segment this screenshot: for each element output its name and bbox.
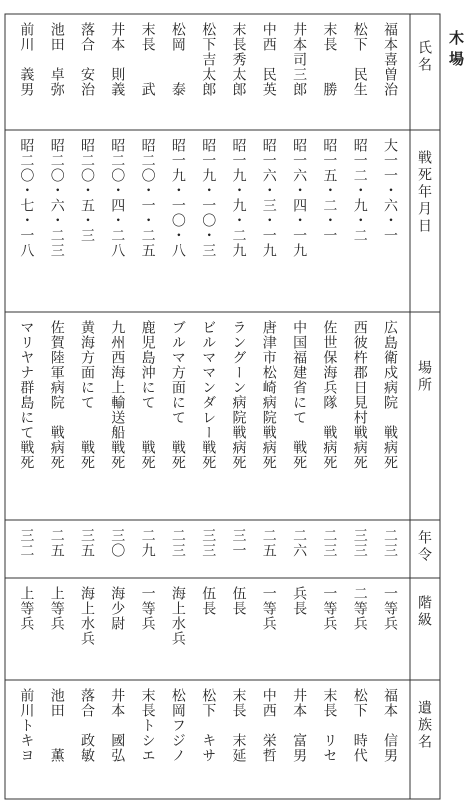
record-family: 末長 末延 [230,688,247,763]
record-name: 松下吉太郎 [200,22,217,97]
record-date: 昭一九・一〇・三 [200,138,217,258]
record-age: 三三 [351,528,368,558]
record-age: 二三 [382,528,398,558]
record-family: 落合 政敏 [79,688,95,763]
record-place: 広島衛戍病院 戦病死 [382,320,398,470]
record-rank: 上等兵 [18,586,35,631]
record-rank: 海上水兵 [79,586,95,646]
header-family: 遺族名 [416,700,432,751]
record-name: 池田 卓弥 [48,22,65,97]
record-name: 福本喜曽治 [382,22,398,97]
record-age: 三三 [200,528,217,558]
record-family: 前川トキヨ [18,688,35,763]
record-age: 二九 [139,528,156,558]
header-age: 年令 [416,530,432,564]
record-date: 昭一九・一〇・八 [169,138,186,258]
record-place: 西彼杵郡日見村戦病死 [351,320,368,470]
header-rank: 階級 [416,595,432,629]
place-title: 木場 [447,30,465,72]
header-place: 場所 [416,360,432,394]
record-place: ラングーン病院戦病死 [230,320,247,470]
record-age: 三〇 [109,528,126,558]
record-date: 昭二〇・一・二五 [139,138,156,258]
record-rank: 上等兵 [48,586,65,631]
record-rank: 海少尉 [109,586,126,631]
record-family: 中西 栄哲 [260,688,277,763]
record-rank: 兵長 [291,586,308,616]
record-family: 松下 キサ [200,688,217,763]
record-name: 井本司三郎 [291,22,308,97]
record-family: 末長トシエ [139,688,156,763]
record-family: 福本 信男 [382,688,398,763]
record-place: 九州西海上輸送船戦死 [109,320,126,470]
record-date: 昭一二・九・二 [351,138,368,243]
record-date: 大一一・六・一 [382,138,398,243]
record-place: 鹿児島沖にて 戦死 [139,320,156,470]
record-date: 昭二〇・五・三 [79,138,95,243]
record-name: 末長秀太郎 [230,22,247,97]
record-age: 三五 [79,528,95,558]
record-date: 昭一六・四・一九 [291,138,308,258]
record-family: 井本 國弘 [109,688,126,763]
record-name: 松岡 泰 [169,22,186,97]
record-name: 中西 民英 [260,22,277,97]
record-place: 黄海方面にて 戦死 [79,320,95,470]
record-rank: 一等兵 [260,586,277,631]
header-name: 氏名 [416,40,432,74]
record-place: マリヤナ群島にて戦死 [18,320,35,470]
record-place: ブルマ方面にて 戦死 [169,320,186,470]
record-rank: 一等兵 [139,586,156,631]
record-rank: 二等兵 [351,586,368,631]
record-date: 昭一六・三・一九 [260,138,277,258]
record-name: 前川 義男 [18,22,35,97]
record-age: 二三 [169,528,186,558]
record-date: 昭二〇・四・二八 [109,138,126,258]
record-place: ビルママンダレー戦死 [200,320,217,470]
record-age: 二五 [48,528,65,558]
record-name: 井本 則義 [109,22,126,97]
record-rank: 伍長 [230,586,247,616]
record-family: 井本 富男 [291,688,308,763]
record-name: 落合 安治 [79,22,95,97]
record-age: 二五 [260,528,277,558]
record-date: 昭二〇・七・一八 [18,138,35,258]
record-rank: 一等兵 [382,586,398,631]
record-name: 末長 武 [139,22,156,97]
record-place: 唐津市松崎病院戦病死 [260,320,277,470]
record-name: 末長 勝 [321,22,338,97]
record-place: 中国福建省にて 戦死 [291,320,308,470]
record-rank: 伍長 [200,586,217,616]
record-date: 昭一五・二・一 [321,138,338,243]
record-family: 池田 薫 [48,688,65,763]
record-rank: 一等兵 [321,586,338,631]
record-family: 松岡フジノ [169,688,186,763]
record-family: 末長 リセ [321,688,338,763]
record-family: 松下 時代 [351,688,368,763]
record-date: 昭一九・九・二九 [230,138,247,258]
record-place: 佐賀陸軍病院 戦病死 [48,320,65,470]
record-rank: 海上水兵 [169,586,186,646]
record-age: 三二 [18,528,35,558]
record-name: 松下 民生 [351,22,368,97]
record-age: 二三 [321,528,338,558]
header-date: 戦死年月日 [416,150,432,235]
record-age: 二六 [291,528,308,558]
record-place: 佐世保海兵隊 戦病死 [321,320,338,470]
record-age: 三一 [230,528,247,558]
record-date: 昭二〇・六・二三 [48,138,65,258]
